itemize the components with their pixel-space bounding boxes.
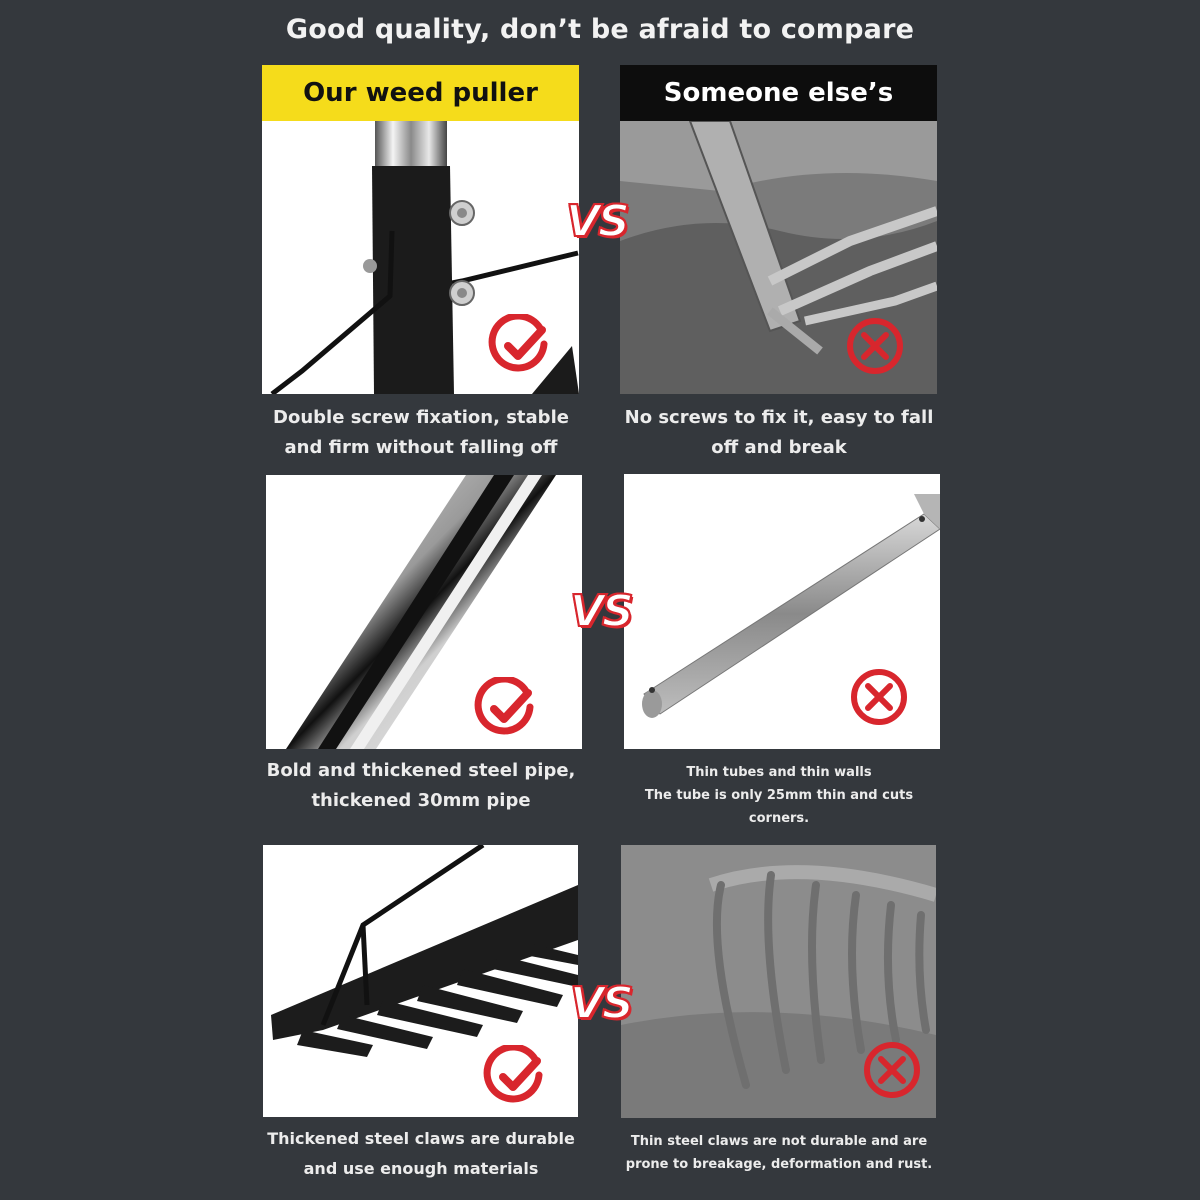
competitor-handle-joint-photo xyxy=(620,121,937,394)
caption-line: Bold and thickened steel pipe, xyxy=(266,760,576,781)
caption-line: and firm without falling off xyxy=(284,437,558,458)
caption-line: Thickened steel claws are durable xyxy=(267,1129,575,1148)
caption-line: corners. xyxy=(748,811,810,826)
caption-line: and use enough materials xyxy=(303,1159,539,1178)
our-product-header: Our weed puller xyxy=(262,65,579,121)
versus-label-3: VS xyxy=(570,978,632,1029)
versus-label-1: VS xyxy=(566,196,628,247)
our-steel-claws-photo xyxy=(263,845,578,1117)
competitor-header: Someone else’s xyxy=(620,65,937,121)
caption-line: Thin steel claws are not durable and are xyxy=(630,1134,928,1149)
caption-line: The tube is only 25mm thin and cuts xyxy=(644,788,914,803)
competitor-caption-3 xyxy=(608,1130,950,1176)
our-steel-pipe-photo xyxy=(266,475,582,749)
competitor-caption-1 xyxy=(608,403,950,463)
caption-line: Thin tubes and thin walls xyxy=(686,765,872,780)
caption-line: No screws to fix it, easy to fall xyxy=(624,407,934,428)
cross-mark-icon xyxy=(848,666,910,728)
competitor-thin-claws-photo xyxy=(621,845,936,1118)
competitor-thin-tube-photo xyxy=(624,474,940,749)
check-mark-icon xyxy=(483,1045,547,1109)
cross-mark-icon xyxy=(844,315,906,377)
caption-line: Double screw fixation, stable xyxy=(273,407,569,428)
versus-label-2: VS xyxy=(570,586,632,637)
cross-mark-icon xyxy=(861,1039,923,1101)
our-caption-1 xyxy=(250,403,592,463)
our-caption-3 xyxy=(250,1124,592,1184)
check-mark-icon xyxy=(474,677,538,741)
caption-line: prone to breakage, deformation and rust. xyxy=(625,1157,933,1172)
our-caption-2 xyxy=(250,756,592,816)
check-mark-icon xyxy=(488,314,552,378)
caption-line: off and break xyxy=(711,437,847,458)
page-title: Good quality, don’t be afraid to compare xyxy=(285,14,915,45)
our-handle-joint-photo xyxy=(262,121,579,394)
competitor-caption-2 xyxy=(608,761,950,830)
caption-line: thickened 30mm pipe xyxy=(311,790,531,811)
